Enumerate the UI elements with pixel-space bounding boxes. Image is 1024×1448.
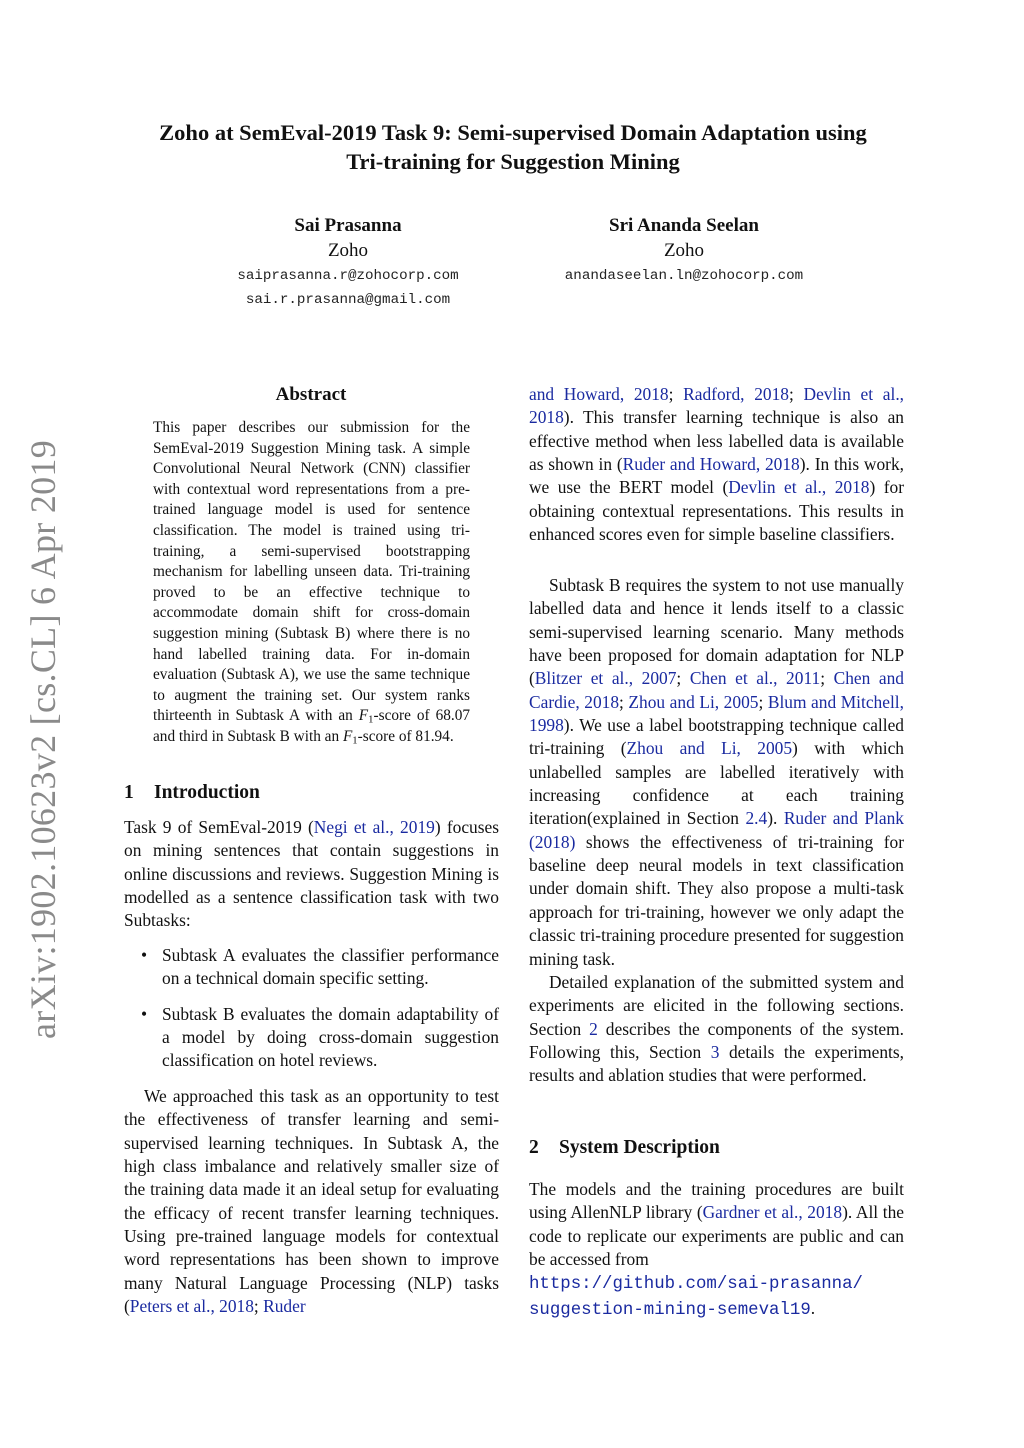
intro-paragraph-4: Subtask B requires the system to not use manually labelled data and hence it lends itself to a classic semi-supervised learning scenario. Many methods have been proposed for domain adaptation for NLP (Blitzer et al., 2007; Chen et al., 2011; Chen and Cardie, 2018; Zhou and Li, 2005; Blum and Mitchell, 1998). We use a label bootstrapping technique called tri-training (Zhou and Li, 2005) with which unlabelled samples are labelled iteratively with increasing confidence at each training iteration(explained in Section 2.4). Ruder and Plank (2018) shows the effectiveness of tri-training for baseline deep neural models in text classification under domain shift. They also propose a multi-task approach for tri-training, however we only adapt the classic tri-training procedure presented for suggestion mining task. xyxy=(529,575,905,969)
bullet-icon: • xyxy=(141,1003,148,1024)
abstract-text: This paper describes our submission for the SemEval-2019 Suggestion Mining task. A simple Convolutional Neural Network (CNN) classifier with contextual word representations from a pre-trained language model is used for sentence classification. The model is trained using tri-training, a semi-supervised bootstrapping mechanism for labelling unseen data. Tri-training proved to be an effective technique to accommodate domain shift for cross-domain suggestion mining (Subtask B) where there is no hand labelled training data. For in-domain evaluation (Subtask A), we use the same technique to augment the training set. Our system ranks thirteenth in Subtask A with an $F_1$-score of 68.07 and third in Subtask B with an $F_1$-score of 81.94. xyxy=(153,419,470,747)
author-block-1 xyxy=(200,214,496,312)
citation-link[interactable]: Zhou and Li, 2005 xyxy=(628,691,759,712)
citation-link[interactable]: Ruder and Howard, 2018 xyxy=(622,454,800,475)
author-name: Sri Ananda Seelan xyxy=(609,215,759,236)
system-paragraph-1: The models and the training procedures are built using AllenNLP library (Gardner et al., 2018). All the code to replicate our experiments are public and can be accessed from https://github.com/sai-prasanna/ suggestion-mining-semeval19. xyxy=(529,1179,904,1320)
author-email[interactable]: saiprasanna.r@zohocorp.com xyxy=(237,268,459,284)
intro-paragraph-3: and Howard, 2018; Radford, 2018; Devlin et al., 2018). This transfer learning technique is also an effective method when less labelled data is available as shown in (Ruder and Howard, 2018). In this work, we use the BERT model (Devlin et al., 2018) for obtaining contextual representations. This results in enhanced scores even for simple baseline classifiers. xyxy=(529,384,905,545)
bullet-icon: • xyxy=(141,945,148,965)
title-line-1: Zoho at SemEval-2019 Task 9: Semi-supervised Domain Adaptation using xyxy=(159,120,867,145)
citation-link[interactable]: Gardner et al., 2018 xyxy=(702,1202,843,1223)
section-ref-link[interactable]: 2.4 xyxy=(745,808,768,829)
citation-link[interactable]: Peters et al., 2018 xyxy=(129,1296,254,1317)
citation-link[interactable]: Zhou and Li, 2005 xyxy=(626,738,793,759)
subtask-list xyxy=(124,944,499,1085)
title-line-2: Tri-training for Suggestion Mining xyxy=(346,149,680,174)
citation-link[interactable]: Negi et al., 2019 xyxy=(313,817,435,837)
arxiv-stamp: arXiv:1902.10623v2 [cs.CL] 6 Apr 2019 xyxy=(23,439,63,1039)
author-block-2 xyxy=(536,214,832,288)
github-url-link[interactable]: https://github.com/sai-prasanna/ xyxy=(529,1275,863,1295)
section-heading-system-description: 2 System Description xyxy=(529,1137,720,1158)
author-email[interactable]: anandaseelan.ln@zohocorp.com xyxy=(564,268,804,284)
citation-link[interactable]: and Howard, 2018 xyxy=(529,384,669,404)
citation-link[interactable]: Blitzer et al., 2007 xyxy=(534,668,677,689)
intro-paragraph-5: Detailed explanation of the submitted system and experiments are elicited in the following sections. Section 2 describes the components of the system. Following this, Section 3 details the experiments, results and ablation studies that were performed. xyxy=(529,972,905,1086)
citation-link[interactable]: Ruder and Plank (2018) xyxy=(529,808,904,852)
citation-link[interactable]: Blum and Mitchell, 1998 xyxy=(529,691,904,736)
intro-paragraph-1: Task 9 of SemEval-2019 (Negi et al., 2019) focuses on mining sentences that contain suggestions in online discussions and reviews. Suggestion Mining is modelled as a sentence classification task with two Subtasks: xyxy=(124,817,500,931)
f-symbol: F xyxy=(358,707,369,725)
citation-link[interactable]: Devlin et al., 2018 xyxy=(728,477,870,498)
section-ref-link[interactable]: 2 xyxy=(589,1018,598,1039)
intro-paragraph-2: We approached this task as an opportunity to test the effectiveness of transfer learning and semi-supervised learning techniques. In Subtask A, the high class imbalance and relatively smaller size of the training data made it an ideal setup for evaluating the efficacy of recent transfer learning techniques. Using pre-trained language models for contextual word representations has been shown to improve many Natural Language Processing (NLP) tasks (Peters et al., 2018; Ruder xyxy=(124,1086,499,1317)
list-item: • Subtask A evaluates the classifier performance on a technical domain specific setting. xyxy=(141,945,499,989)
paper-title xyxy=(100,118,926,176)
citation-link[interactable]: Ruder xyxy=(263,1296,306,1317)
author-affiliation: Zoho xyxy=(327,240,369,261)
citation-link[interactable]: Devlin et al., 2018 xyxy=(529,384,905,428)
section-ref-link[interactable]: 3 xyxy=(710,1042,720,1063)
author-email[interactable]: sai.r.prasanna@gmail.com xyxy=(245,292,451,308)
author-affiliation: Zoho xyxy=(663,240,705,261)
list-item: • Subtask B evaluates the domain adaptability of a model by doing cross-domain suggestion classification on hotel reviews. xyxy=(141,1003,499,1071)
github-url-link[interactable]: suggestion-mining-semeval19 xyxy=(529,1300,811,1320)
citation-link[interactable]: Radford, 2018 xyxy=(683,384,789,404)
citation-link[interactable]: Chen et al., 2011 xyxy=(689,668,821,689)
section-heading-introduction: 1 Introduction xyxy=(124,782,260,803)
author-name: Sai Prasanna xyxy=(294,215,402,236)
abstract-heading: Abstract xyxy=(275,384,347,405)
citation-link[interactable]: Chen and Cardie, 2018 xyxy=(529,668,904,712)
